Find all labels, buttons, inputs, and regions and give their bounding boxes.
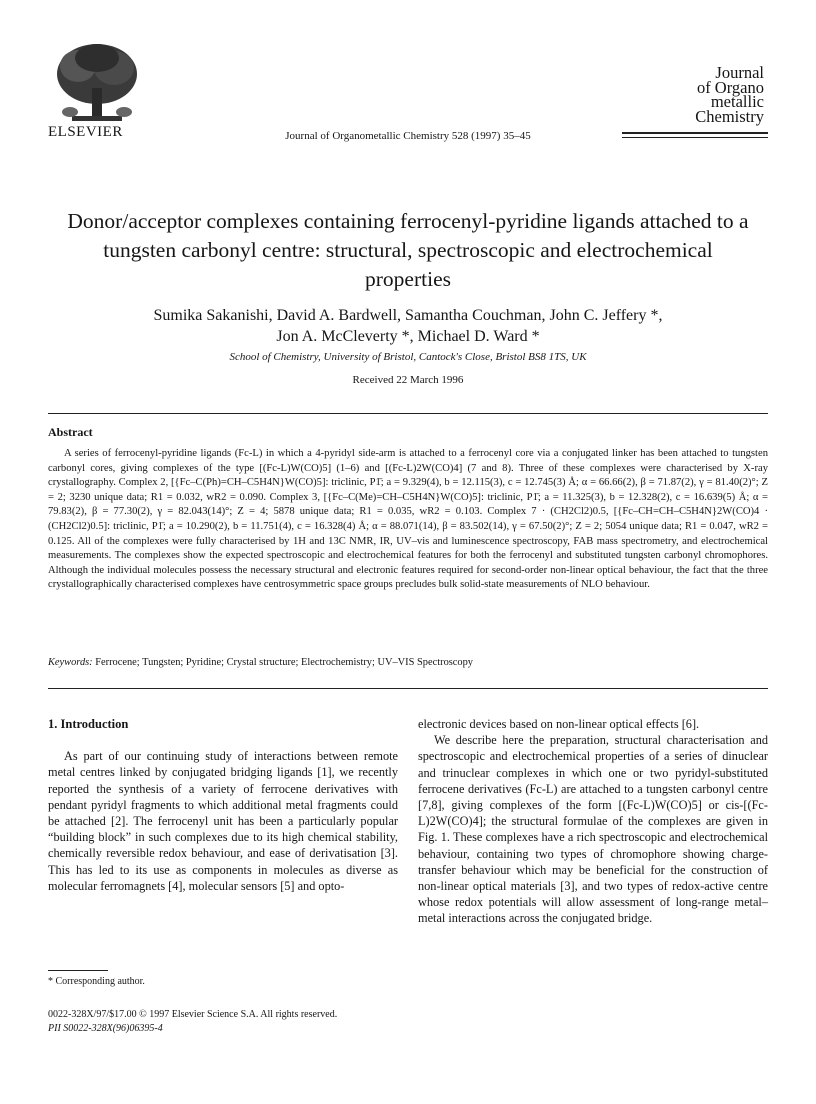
copyright-block xyxy=(48,1008,337,1036)
corresponding-author-footnote: * Corresponding author. xyxy=(48,976,145,987)
journal-logo-line: Journal xyxy=(715,63,764,82)
abstract-heading: Abstract xyxy=(48,425,93,439)
paragraph: As part of our continuing study of interactions between remote metal centres linked by conjugated bridging ligands [1], we recently reported the synthesis of a variety of ferrocene derivatives with pendant pyridyl fragments to which additional metal fragments could be attached [2]. The ferrocenyl unit has been a particularly popular “building block” in such complexes due to its high chemical stability, chemically reversible redox behaviour, and ease of derivatisation [3]. This has led to its use as components in molecules as diverse as molecular ferromagnets [4], molecular sensors [5] and opto- xyxy=(48,749,398,893)
copyright-line: 0022-328X/97/$17.00 © 1997 Elsevier Science S.A. All rights reserved. xyxy=(48,1009,338,1020)
journal-logo-rule xyxy=(622,132,768,134)
paragraph: electronic devices based on non-linear optical effects [6]. xyxy=(418,717,700,731)
keywords-list: Ferrocene; Tungsten; Pyridine; Crystal structure; Electrochemistry; UV–VIS Spectroscopy xyxy=(95,657,474,668)
footnote-rule xyxy=(48,970,108,971)
right-column xyxy=(418,716,768,927)
affiliation: School of Chemistry, University of Bristol, Cantock's Close, Bristol BS8 1TS, UK xyxy=(229,351,587,363)
section-divider xyxy=(48,413,768,414)
journal-reference: Journal of Organometallic Chemistry 528 (1997) 35–45 xyxy=(285,130,531,142)
journal-logo-line: Chemistry xyxy=(695,106,764,126)
keywords-label: Keywords: xyxy=(48,657,93,668)
author-line: Jon A. McCleverty *, Michael D. Ward * xyxy=(276,328,540,345)
pii-line: PII S0022-328X(96)06395-4 xyxy=(48,1023,163,1034)
journal-logo-line: of Organo xyxy=(696,77,764,97)
author-list xyxy=(60,305,756,347)
keywords xyxy=(48,657,768,668)
journal-logo-rule xyxy=(622,137,768,138)
article-title: Donor/acceptor complexes containing ferrocenyl-pyridine ligands attached to a tungsten carbonyl centre: structural, spectroscopic and electrochemical properties xyxy=(67,209,749,291)
paragraph: We describe here the preparation, structural characterisation and spectroscopic and electrochemical properties of a series of dinuclear and trinuclear complexes in which one or two pyridyl-substituted ferrocene derivatives (Fc-L) are attached to a tungsten carbonyl centre [7,8], giving complexes of the form [(Fc-L)W(CO)5] or cis-[(Fc-L)2W(CO)4]; the structural formulae of the complexes are given in Fig. 1. These complexes have a rich spectroscopic and electrochemical behaviour, containing two types of chromophore showing charge-transfer behaviour which may be beneficial for the construction of non-linear optical materials [3], and two types of redox-active centre whose redox potentials will allow assessment of long-range metal–metal interactions across the conjugated bridge. xyxy=(418,733,768,926)
left-column xyxy=(48,716,398,894)
author-line: Sumika Sakanishi, David A. Bardwell, Samantha Couchman, John C. Jeffery *, xyxy=(153,307,663,324)
abstract-text: A series of ferrocenyl-pyridine ligands (Fc-L) in which a 4-pyridyl side-arm is attached to a ferrocenyl core via a conjugated linker has been attached to tungsten carbonyl cores, giving complexes of the type [(Fc-L)W(CO)5] (1–6) and [(Fc-L)2W(CO)4] (7 and 8). Three of these complexes were characterised by X-ray crystallography. Complex 2, [{Fc–C(Ph)=CH–C5H4N}W(CO)5]: triclinic, P1̄; a = 9.329(4), b = 12.115(3), c = 12.745(3) Å; α = 66.66(2), β = 71.87(2), γ = 81.40(2)°; Z = 2; 3230 unique data; R1 = 0.032, wR2 = 0.090. Complex 3, [{Fc–C(Me)=CH–C5H4N}W(CO)5]: triclinic, P1̄; a = 11.325(3), b = 12.328(2), c = 16.639(5) Å; α = 79.83(2), β = 77.30(2), γ = 82.043(14)°; Z = 4; 5878 unique data; R1 = 0.035, wR2 = 0.103. Complex 7 · (CH2Cl2)0.5, [{Fc–CH=CH–C5H4N}2W(CO)4 · (CH2Cl2)0.5]: triclinic, P1̄; a = 10.290(2), b = 11.751(4), c = 16.328(4) Å; α = 88.071(14), β = 83.502(14), γ = 67.50(2)°; Z = 2; 5054 unique data; R1 = 0.047, wR2 = 0.125. All of the complexes were fully characterised by 1H and 13C NMR, IR, UV–vis and luminescence spectroscopy, FAB mass spectrometry, and electrochemical measurements. The complexes show the expected spectroscopic and electrochemical features for both the ferrocenyl and substituted tungsten carbonyl chromophores. Although the individual molecules possess the necessary structural and electronic features required for second-order non-linear optical behaviour, the fact that the three crystallographically characterised complexes have centrosymmetric space groups precludes bulk solid-state measurements of NLO behaviour. xyxy=(48,448,768,591)
section-divider xyxy=(48,688,768,689)
journal-logo-line: metallic xyxy=(710,92,764,111)
elsevier-tree-logo xyxy=(48,38,146,130)
journal-logo xyxy=(616,63,764,126)
publisher-name: ELSEVIER xyxy=(48,124,123,140)
received-date: Received 22 March 1996 xyxy=(352,374,464,386)
section-heading: 1. Introduction xyxy=(48,717,129,731)
